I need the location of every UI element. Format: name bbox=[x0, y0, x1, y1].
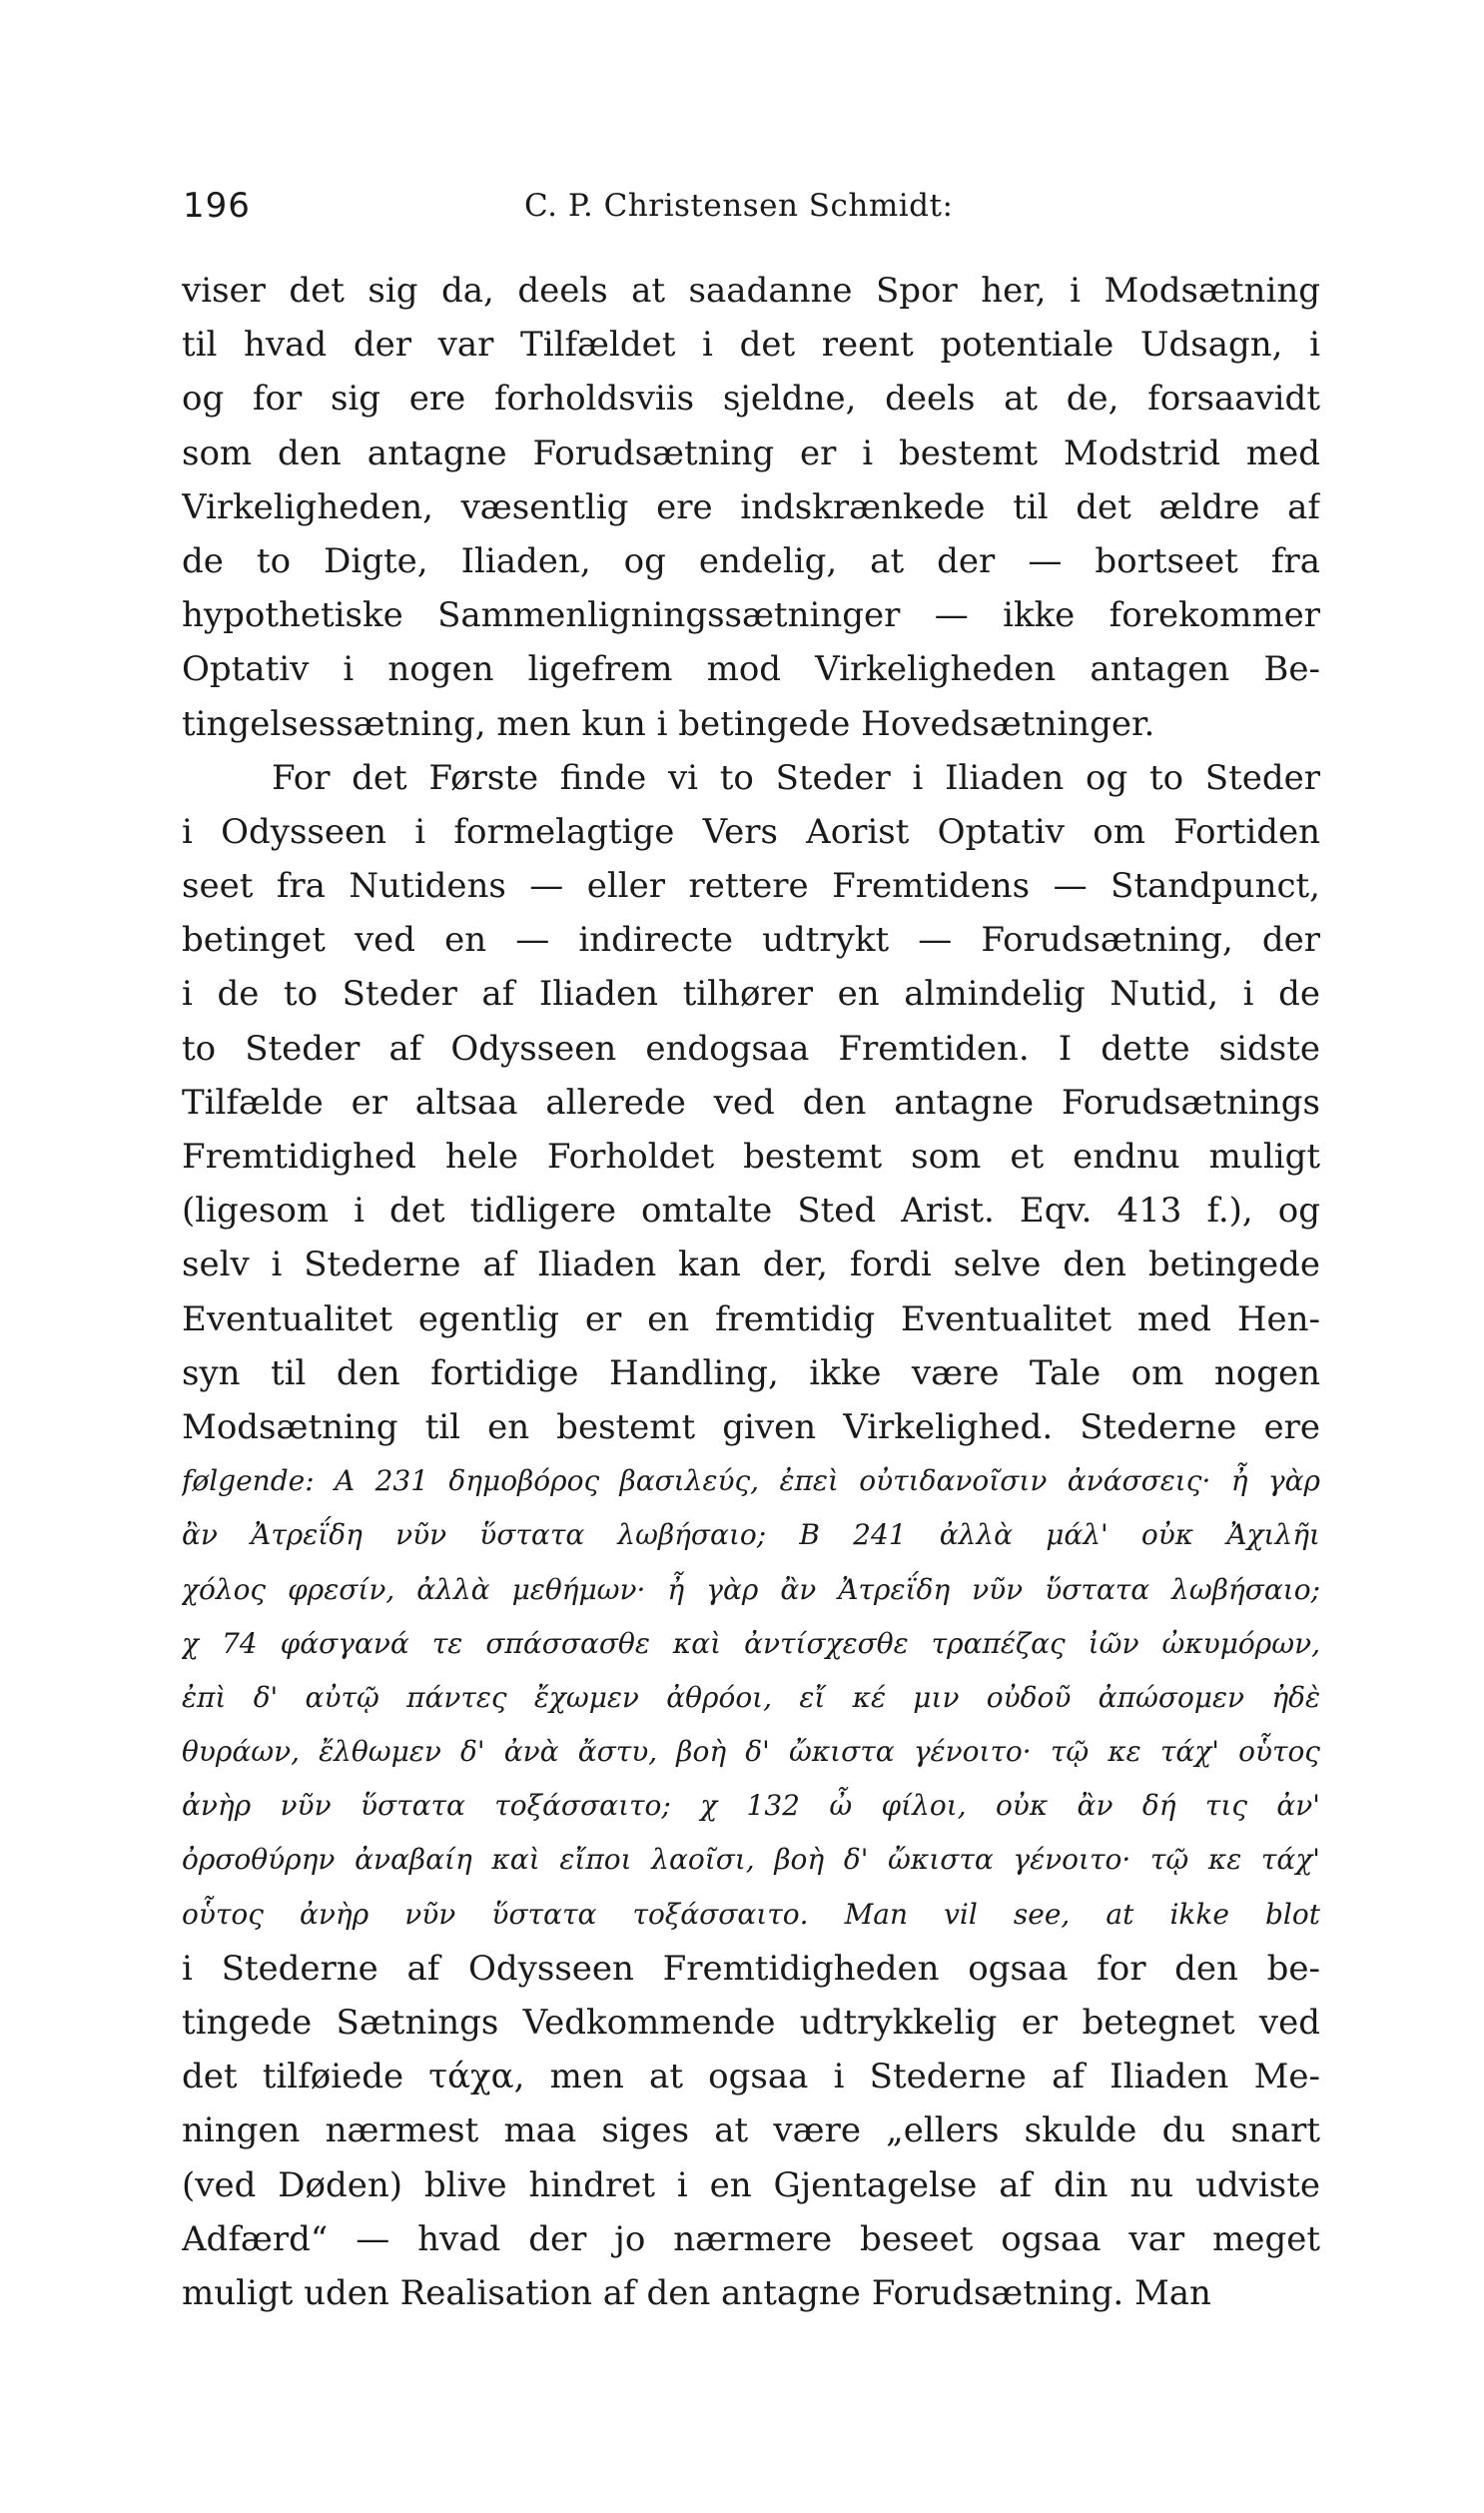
text-line: Eventualitet egentlig er en fremtidig Eventualitet med Hen- bbox=[182, 1298, 1320, 1339]
paragraph-start-line: For det Første finde vi to Steder i Iliaden og to Steder bbox=[272, 757, 1320, 798]
text-line: Optativ i nogen ligefrem mod Virkeligheden antagen Be- bbox=[182, 649, 1320, 690]
text-line: Fremtidighed hele Forholdet bestemt som et endnu muligt bbox=[182, 1137, 1320, 1177]
text-line: syn til den fortidige Handling, ikke være Tale om nogen bbox=[182, 1352, 1320, 1393]
text-line: ningen nærmest maa siges at være „ellers skulde du snart bbox=[182, 2110, 1320, 2151]
text-line: Virkeligheden, væsentlig ere indskrænkede til det ældre af bbox=[182, 486, 1320, 527]
text-line: tingelsessætning, men kun i betingede Hovedsætninger. bbox=[182, 703, 1155, 744]
greek-quotation-line: θυράων, ἔλθωμεν δ' ἀνὰ ἄστυ, βοὴ δ' ὤκιστα γένοιτο· τῷ κε τάχ' οὗτος bbox=[182, 1735, 1320, 1769]
text-line: muligt uden Realisation af den antagne Forudsætning. Man bbox=[182, 2272, 1211, 2313]
page-header bbox=[175, 186, 1323, 234]
text-line: seet fra Nutidens — eller rettere Fremtidens — Standpunct, bbox=[182, 866, 1320, 907]
greek-quotation-line: følgende: Α 231 δημοβόρος βασιλεύς, ἐπεὶ οὐτιδανοῖσιν ἀνάσσεις· ἦ γὰρ bbox=[182, 1464, 1320, 1498]
text-line: tingede Sætnings Vedkommende udtrykkelig er betegnet ved bbox=[182, 2003, 1320, 2043]
greek-quotation-line: οὗτος ἀνὴρ νῦν ὕστατα τοξάσσαιτο. Man vil see, at ikke blot bbox=[182, 1897, 1320, 1931]
text-line: (ved Døden) blive hindret i en Gjentagelse af din nu udviste bbox=[182, 2164, 1320, 2205]
greek-quotation-line: ἂν Ἀτρεΐδη νῦν ὕστατα λωβήσαιο; Β 241 ἀλλὰ μάλ' οὐκ Ἀχιλῆι bbox=[182, 1518, 1320, 1552]
text-line: i Stederne af Odysseen Fremtidigheden ogsaa for den be- bbox=[182, 1948, 1320, 1989]
text-line: og for sig ere forholdsviis sjeldne, deels at de, forsaavidt bbox=[182, 379, 1320, 419]
text-line: to Steder af Odysseen endogsaa Fremtiden. I dette sidste bbox=[182, 1028, 1320, 1069]
text-line: (ligesom i det tidligere omtalte Sted Arist. Eqv. 413 f.), og bbox=[182, 1191, 1320, 1232]
text-line: som den antagne Forudsætning er i bestemt Modstrid med bbox=[182, 432, 1320, 473]
text-line: i Odysseen i formelagtige Vers Aorist Optativ om Fortiden bbox=[182, 811, 1320, 852]
text-line: Tilfælde er altsaa allerede ved den antagne Forudsætnings bbox=[182, 1082, 1320, 1123]
text-line: betinget ved en — indirecte udtrykt — Forudsætning, der bbox=[182, 920, 1320, 961]
running-head: C. P. Christensen Schmidt: bbox=[524, 188, 954, 224]
text-line: viser det sig da, deels at saadanne Spor her, i Modsætning bbox=[182, 271, 1320, 311]
greek-quotation-line: χόλος φρεσίν, ἀλλὰ μεθήμων· ἦ γὰρ ἂν Ἀτρεΐδη νῦν ὕστατα λωβήσαιο; bbox=[182, 1572, 1320, 1606]
text-line: i de to Steder af Iliaden tilhører en almindelig Nutid, i de bbox=[182, 974, 1320, 1015]
text-line: Adfærd“ — hvad der jo nærmere beseet ogsaa var meget bbox=[182, 2218, 1320, 2259]
body-text bbox=[182, 264, 1320, 2320]
greek-quotation-line: ἐπὶ δ' αὐτῷ πάντες ἔχωμεν ἀθρόοι, εἴ κέ μιν οὐδοῦ ἀπώσομεν ἠδὲ bbox=[182, 1680, 1320, 1714]
text-line: det tilføiede τάχα, men at ogsaa i Stederne af Iliaden Me- bbox=[182, 2057, 1320, 2097]
text-line: hypothetiske Sammenligningssætninger — ikke forekommer bbox=[182, 595, 1320, 636]
text-line: til hvad der var Tilfældet i det reent potentiale Udsagn, i bbox=[182, 325, 1320, 366]
page-number: 196 bbox=[183, 186, 251, 226]
text-line: Modsætning til en bestemt given Virkelighed. Stederne ere bbox=[182, 1406, 1320, 1447]
text-line: selv i Stederne af Iliaden kan der, fordi selve den betingede bbox=[182, 1245, 1320, 1285]
greek-quotation-line: χ 74 φάσγανά τε σπάσσασθε καὶ ἀντίσχεσθε τραπέζας ἰῶν ὠκυμόρων, bbox=[182, 1626, 1320, 1660]
greek-quotation-line: ὀρσοθύρην ἀναβαίη καὶ εἴποι λαοῖσι, βοὴ δ' ὤκιστα γένοιτο· τῷ κε τάχ' bbox=[182, 1843, 1320, 1877]
text-line: de to Digte, Iliaden, og endelig, at der — bortseet fra bbox=[182, 540, 1320, 581]
greek-quotation-line: ἀνὴρ νῦν ὕστατα τοξάσσαιτο; χ 132 ὦ φίλοι, οὐκ ἂν δή τις ἀν' bbox=[182, 1789, 1320, 1823]
